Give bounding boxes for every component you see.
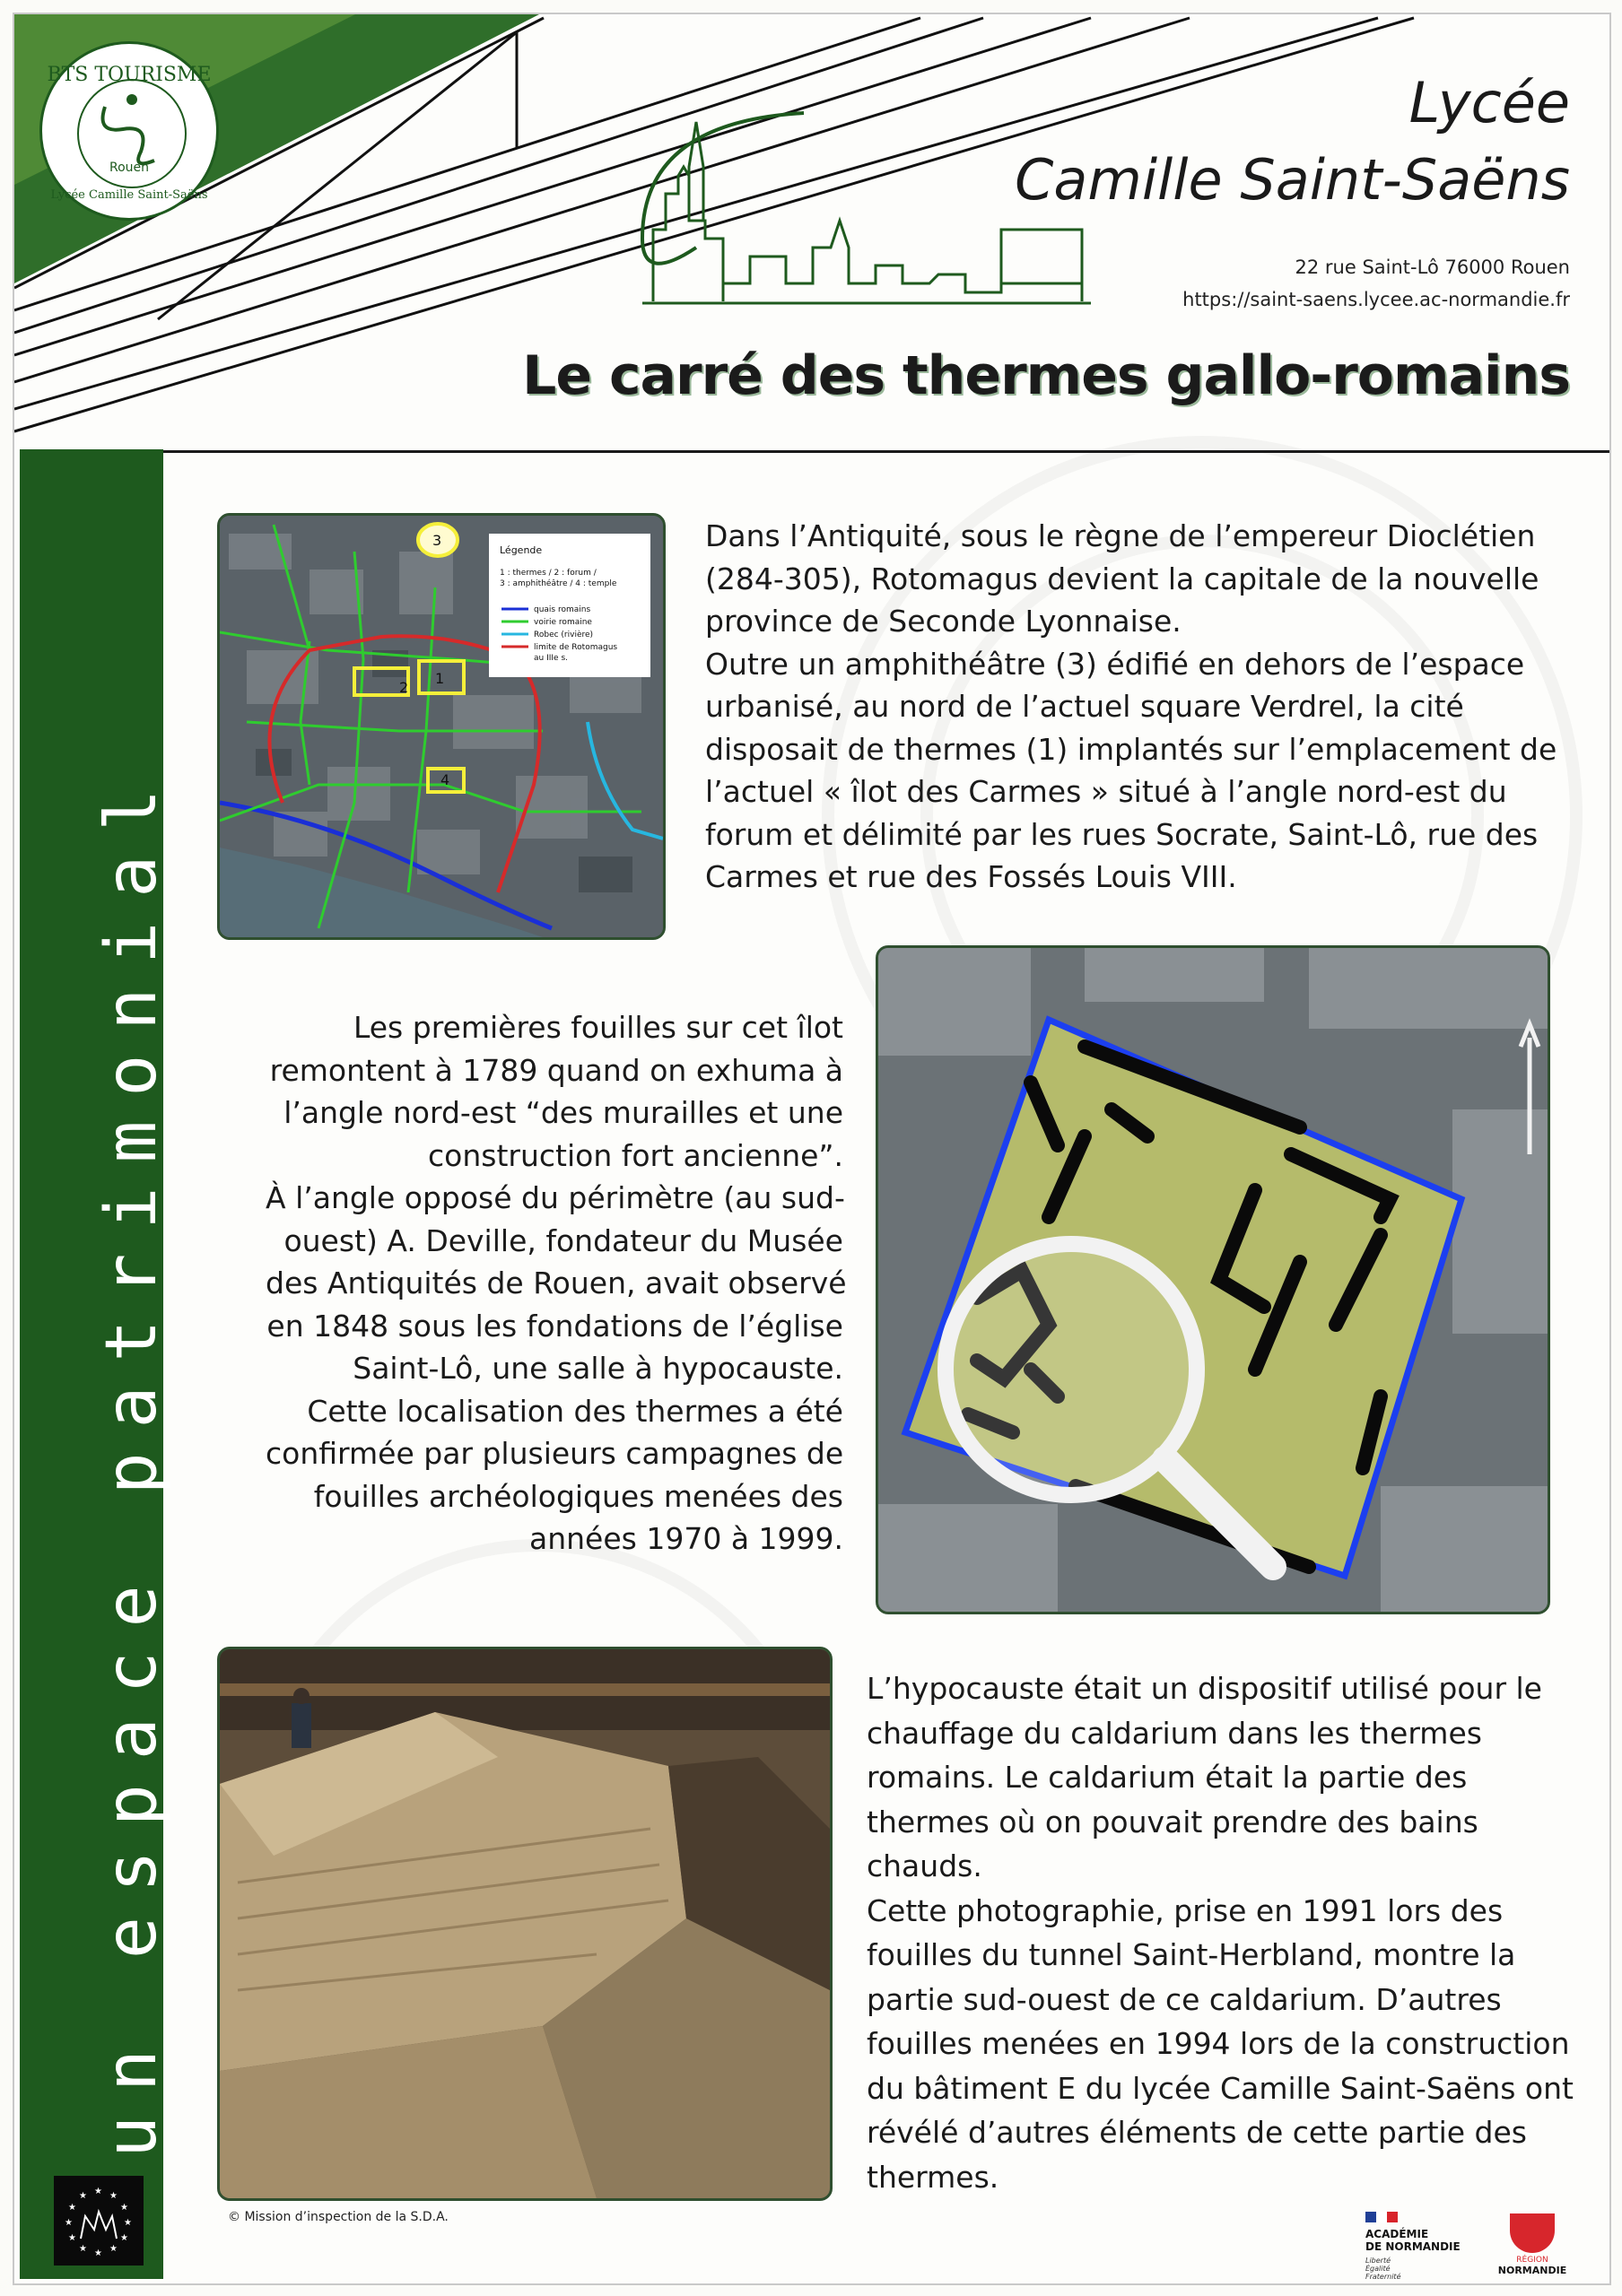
svg-text:★: ★ [65, 2218, 73, 2228]
text-line: fouilles du tunnel Saint-Herbland, montre la [867, 1937, 1516, 1972]
logo-top-text: BTS TOURISME [47, 64, 212, 86]
text-line: forum et délimité par les rues Socrate, Saint-Lô, rue des [705, 816, 1539, 852]
sidebar-vertical-text: un espace patrimonial [92, 764, 172, 2158]
text-line: remontent à 1789 quand on exhuma à [269, 1052, 843, 1088]
svg-text:★: ★ [120, 2233, 128, 2243]
academie-normandie-logo [1365, 2212, 1473, 2281]
photo-credit: © Mission d’inspection de la S.D.A. [228, 2210, 449, 2224]
text-line: province de Seconde Lyonnaise. [705, 604, 1182, 639]
text-line: l’actuel « îlot des Carmes » situé à l’angle nord-est du [705, 774, 1507, 809]
text-line: Cette photographie, prise en 1991 lors des [867, 1892, 1504, 1928]
legend-item: Robec (rivière) [534, 631, 594, 639]
text-line: Outre un amphithéâtre (3) édifié en dehors de l’espace [705, 646, 1525, 682]
text-line: en 1848 sous les fondations de l’église [266, 1308, 843, 1344]
text-line: du bâtiment E du lycée Camille Saint-Saëns ont [867, 2070, 1574, 2106]
academie-motto: Égalité [1365, 2265, 1391, 2273]
text-line: des Antiquités de Rouen, avait observé [266, 1265, 847, 1300]
legend-item: quais romains [534, 605, 591, 614]
svg-text:★: ★ [109, 2191, 118, 2201]
text-line: urbanisé, au nord de l’actuel square Verdrel, la cité [705, 689, 1464, 724]
map-marker-label: 4 [440, 771, 450, 788]
text-line: disposait de thermes (1) implantés sur l’emplacement de [705, 731, 1557, 767]
text-line: fouilles archéologiques menées des [313, 1478, 843, 1514]
text-line: Dans l’Antiquité, sous le règne de l’empereur Dioclétien [705, 518, 1536, 553]
map-marker-label: 3 [432, 532, 442, 549]
text-line: fouilles menées en 1994 lors de la construction [867, 2026, 1570, 2061]
hypocaust-paragraph [867, 1666, 1574, 2199]
region-normandie-logo [1496, 2213, 1568, 2276]
text-line: romains. Le caldarium était la partie des [867, 1760, 1468, 1795]
text-line: révélé d’autres éléments de cette partie des [867, 2115, 1527, 2150]
header-divider [20, 450, 1611, 453]
svg-text:★: ★ [120, 2203, 128, 2213]
region-name: NORMANDIE [1497, 2265, 1567, 2276]
academie-motto: Liberté [1365, 2257, 1391, 2265]
map-legend [489, 534, 650, 677]
ancient-city-map [217, 513, 666, 940]
map-marker-label: 1 [435, 670, 445, 687]
text-line: thermes. [867, 2159, 999, 2195]
text-line: construction fort ancienne”. [428, 1137, 843, 1173]
text-line: L’hypocauste était un dispositif utilisé pour le [867, 1671, 1542, 1706]
intro-paragraph [705, 515, 1557, 899]
text-line: années 1970 à 1999. [529, 1521, 843, 1556]
text-line: Les premières fouilles sur cet îlot [353, 1010, 843, 1045]
text-line: À l’angle opposé du périmètre (au sud- [266, 1180, 845, 1215]
school-name-line2: Camille Saint-Saëns [1015, 147, 1570, 213]
svg-text:★: ★ [94, 2187, 102, 2196]
legend-item: limite de Rotomagus [534, 643, 618, 652]
region-label: RÉGION [1516, 2256, 1548, 2265]
excavations-paragraph [266, 1006, 847, 1561]
hypocaust-excavation-photo [217, 1647, 833, 2201]
french-flag-icon [1365, 2212, 1398, 2222]
legend-line: 1 : thermes / 2 : forum / [500, 569, 597, 578]
school-address: 22 rue Saint-Lô 76000 Rouen [1295, 257, 1570, 278]
eu-flag-icon [54, 2176, 144, 2266]
logo-bottom-text: Lycée Camille Saint-Saëns [50, 188, 208, 202]
academie-line: DE NORMANDIE [1365, 2240, 1461, 2253]
svg-text:★: ★ [79, 2191, 87, 2201]
text-line: (284-305), Rotomagus devient la capitale de la nouvelle [705, 561, 1539, 596]
logo-city: Rouen [109, 161, 150, 175]
text-line: l’angle nord-est “des murailles et une [283, 1095, 843, 1130]
text-line: confirmée par plusieurs campagnes de [266, 1436, 844, 1471]
svg-text:★: ★ [68, 2233, 76, 2243]
text-line: Saint-Lô, une salle à hypocauste. [353, 1351, 843, 1386]
svg-text:★: ★ [79, 2244, 87, 2254]
text-line: chauds. [867, 1848, 982, 1883]
text-line: ouest) A. Deville, fondateur du Musée [283, 1222, 843, 1258]
normandy-shield-icon [1510, 2213, 1555, 2253]
academie-motto: Fraternité [1365, 2273, 1401, 2281]
page-title: Le carré des thermes gallo-romains [522, 344, 1570, 407]
svg-text:★: ★ [124, 2218, 132, 2228]
legend-line: 3 : amphithéâtre / 4 : temple [500, 579, 617, 588]
svg-text:★: ★ [68, 2203, 76, 2213]
bts-tourisme-logo [39, 41, 219, 221]
school-website[interactable]: https://saint-saens.lycee.ac-normandie.fr [1182, 289, 1570, 310]
legend-item: au IIIe s. [534, 654, 568, 663]
aerial-photo-thermes-site [876, 945, 1550, 1614]
text-line: partie sud-ouest de ce caldarium. D’autres [867, 1981, 1502, 2017]
school-name-line1: Lycée [1408, 70, 1570, 135]
text-line: chauffage du caldarium dans les thermes [867, 1715, 1482, 1751]
poster [13, 13, 1611, 2285]
legend-item: voirie romaine [534, 618, 592, 627]
text-line: Cette localisation des thermes a été [307, 1393, 843, 1429]
legend-title: Légende [500, 544, 543, 556]
text-line: thermes où on pouvait prendre des bains [867, 1804, 1478, 1839]
map-marker-label: 2 [399, 679, 409, 696]
text-line: Carmes et rue des Fossés Louis VIII. [705, 859, 1237, 894]
svg-text:★: ★ [94, 2248, 102, 2258]
academie-line: ACADÉMIE [1365, 2228, 1429, 2240]
svg-text:★: ★ [109, 2244, 118, 2254]
